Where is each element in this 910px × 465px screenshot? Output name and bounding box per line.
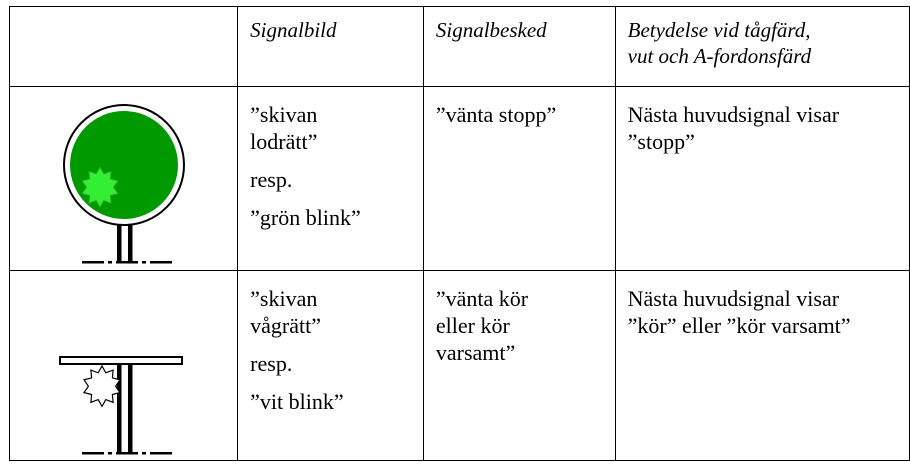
betydelse-line: Nästa huvudsignal visar xyxy=(627,286,840,311)
signalbild-line: resp. xyxy=(250,351,293,376)
betydelse-line: ”kör” eller ”kör varsamt” xyxy=(627,313,851,338)
signalbild-line: ”skivan xyxy=(250,102,318,127)
signalbesked-cell xyxy=(423,87,615,271)
betydelse-cell xyxy=(615,87,909,271)
header-signalbesked-text: Signalbesked xyxy=(435,18,547,42)
signal-post-left xyxy=(117,364,122,454)
header-signalbesked xyxy=(423,7,615,87)
green-disc xyxy=(70,111,178,219)
ground-line xyxy=(82,261,172,264)
signalbesked-line: ”vänta kör xyxy=(435,286,529,311)
signalbesked-line: eller kör xyxy=(435,313,510,338)
signal-image-cell xyxy=(10,87,238,271)
signalbild-line: ”skivan xyxy=(250,286,318,311)
signalbild-line: ”vit blink” xyxy=(250,389,344,414)
header-betydelse-text: Betydelse vid tågfärd, vut och A-fordonsfärd xyxy=(627,18,812,68)
ground-line xyxy=(82,452,172,455)
table-row xyxy=(10,271,910,461)
signalbesked-line: ”vänta stopp” xyxy=(435,102,557,127)
white-blink-icon xyxy=(84,366,120,406)
signalbild-line: ”grön blink” xyxy=(250,205,361,230)
horizontal-bar-signal-icon xyxy=(10,271,239,461)
signal-table xyxy=(9,6,910,461)
betydelse-line: ”stopp” xyxy=(627,129,695,154)
betydelse-cell xyxy=(615,271,909,461)
signalbild-line: lodrätt” xyxy=(250,129,318,154)
signalbild-cell xyxy=(238,271,424,461)
signalbild-line: resp. xyxy=(250,167,293,192)
betydelse-line: Nästa huvudsignal visar xyxy=(627,102,840,127)
signal-image-cell xyxy=(10,271,238,461)
signalbesked-line: varsamt” xyxy=(435,340,516,365)
table-row xyxy=(10,87,910,271)
header-empty xyxy=(10,7,238,87)
signal-post-right xyxy=(128,364,133,454)
header-betydelse xyxy=(615,7,909,87)
signalbild-line: vågrätt” xyxy=(250,313,322,338)
green-disc-signal-icon xyxy=(10,87,239,271)
signalbild-cell xyxy=(238,87,424,271)
signalbesked-cell xyxy=(423,271,615,461)
header-row xyxy=(10,7,910,87)
horizontal-disc-bar xyxy=(60,357,182,364)
header-signalbild: Signalbild xyxy=(238,7,424,87)
